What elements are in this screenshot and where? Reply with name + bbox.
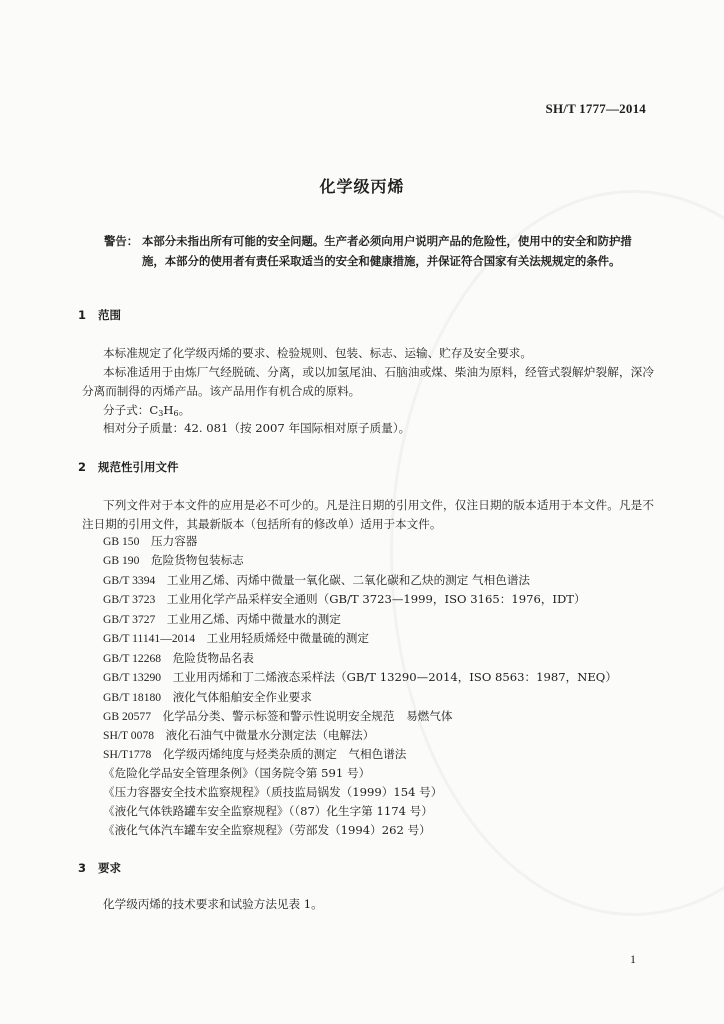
reference-item xyxy=(103,822,431,838)
molecular-mass: 相对分子质量：42. 081（按 2007 年国际相对原子质量）。 xyxy=(103,421,411,435)
formula-end: 。 xyxy=(178,403,191,417)
reference-title: 危险货物包装标志 xyxy=(151,553,244,567)
reference-code: SH/T 0078 xyxy=(103,729,154,742)
reference-title: 工业用乙烯、丙烯中微量一氧化碳、二氧化碳和乙炔的测定 气相色谱法 xyxy=(166,573,531,587)
page-number: 1 xyxy=(630,952,636,966)
reference-code: GB 190 xyxy=(103,554,140,567)
formula-c-sub: 3 xyxy=(158,409,164,418)
reference-item xyxy=(103,669,617,685)
reference-title: 《液化气体铁路罐车安全监察规程》（（87）化生字第 1174 号） xyxy=(103,804,433,818)
section-2-number: 2 xyxy=(78,460,87,474)
reference-item xyxy=(103,784,442,800)
reference-item xyxy=(103,611,341,627)
faint-watermark-stamp xyxy=(390,190,724,916)
reference-item xyxy=(103,765,370,781)
reference-title: 《液化气体汽车罐车安全监察规程》（劳部发（1994）262 号） xyxy=(103,823,431,837)
reference-item xyxy=(103,572,530,588)
formula-label: 分子式： xyxy=(103,403,150,417)
reference-title: 液化石油气中微量水分测定法（电解法） xyxy=(165,728,375,742)
document-title: 化学级丙烯 xyxy=(319,177,405,196)
section-3-para: 化学级丙烯的技术要求和试验方法见表 1。 xyxy=(103,897,323,911)
formula-c: C xyxy=(149,403,159,417)
reference-item xyxy=(103,689,312,705)
reference-item xyxy=(103,630,369,646)
reference-title: 压力容器 xyxy=(151,534,198,548)
reference-code: GB/T 11141—2014 xyxy=(103,632,196,645)
section-1-para-1: 本标准规定了化学级丙烯的要求、检验规则、包装、标志、运输、贮存及安全要求。 xyxy=(103,346,532,360)
section-1-para-2: 本标准适用于由炼厂气经脱硫、分离，或以加氢尾油、石脑油或煤、柴油为原料，经管式裂解炉裂解，深冷分离而制得的丙烯产品。该产品用作有机合成的原料。 xyxy=(82,365,654,398)
section-1-number: 1 xyxy=(78,308,87,322)
formula-h: H xyxy=(163,403,174,417)
reference-title: 工业用化学产品采样安全通则（GB/T 3723—1999，ISO 3165：1976，IDT） xyxy=(166,592,586,606)
reference-item xyxy=(103,533,197,549)
section-1-heading xyxy=(78,307,121,323)
reference-item xyxy=(103,650,254,666)
reference-title: 《危险化学品安全管理条例》（国务院令第 591 号） xyxy=(103,766,371,780)
reference-code: GB 20577 xyxy=(103,710,151,723)
reference-item xyxy=(103,803,433,819)
reference-code: GB/T 18180 xyxy=(103,691,162,704)
reference-item xyxy=(103,746,406,762)
reference-title: 《压力容器安全技术监察规程》（质技监局锅发（1999）154 号） xyxy=(103,785,443,799)
reference-title: 工业用轻质烯烃中微量硫的测定 xyxy=(206,631,369,645)
reference-item xyxy=(103,591,586,607)
reference-code: GB/T 3727 xyxy=(103,613,156,626)
reference-item xyxy=(103,727,374,743)
reference-title: 化学品分类、警示标签和警示性说明安全规范 易燃气体 xyxy=(162,709,453,723)
warning-text: 本部分未指出所有可能的安全问题。生产者必须向用户说明产品的危险性，使用中的安全和防护措施，本部分的使用者有责任采取适当的安全和健康措施，并保证符合国家有关法规规定的条件。 xyxy=(142,234,632,268)
reference-title: 工业用乙烯、丙烯中微量水的测定 xyxy=(166,612,341,626)
warning-block xyxy=(104,231,652,271)
section-2-title: 规范性引用文件 xyxy=(98,460,179,474)
reference-title: 液化气体船舶安全作业要求 xyxy=(172,690,312,704)
standard-code: SH/T 1777—2014 xyxy=(545,101,646,116)
warning-label: 警告： xyxy=(104,234,139,248)
section-3-title: 要求 xyxy=(98,861,121,875)
reference-item xyxy=(103,552,244,568)
section-3-number: 3 xyxy=(78,861,87,875)
formula-h-sub: 6 xyxy=(173,409,179,418)
reference-code: GB 150 xyxy=(103,535,140,548)
section-2-heading xyxy=(78,459,179,475)
reference-code: SH/T1778 xyxy=(103,748,152,761)
reference-code: GB/T 13290 xyxy=(103,671,162,684)
reference-title: 危险货物品名表 xyxy=(172,651,254,665)
reference-code: GB/T 3723 xyxy=(103,593,156,606)
section-3-heading xyxy=(78,860,121,876)
reference-item xyxy=(103,708,452,724)
reference-title: 工业用丙烯和丁二烯液态采样法（GB/T 13290—2014，ISO 8563：1987，NEQ） xyxy=(172,670,617,684)
molecular-formula xyxy=(103,402,190,418)
reference-code: GB/T 3394 xyxy=(103,574,156,587)
reference-title: 化学级丙烯纯度与烃类杂质的测定 气相色谱法 xyxy=(162,747,407,761)
section-2-intro: 下列文件对于本文件的应用是必不可少的。凡是注日期的引用文件，仅注日期的版本适用于本文件。凡是不注日期的引用文件，其最新版本（包括所有的修改单）适用于本文件。 xyxy=(82,498,654,531)
section-1-title: 范围 xyxy=(98,308,121,322)
reference-code: GB/T 12268 xyxy=(103,652,162,665)
